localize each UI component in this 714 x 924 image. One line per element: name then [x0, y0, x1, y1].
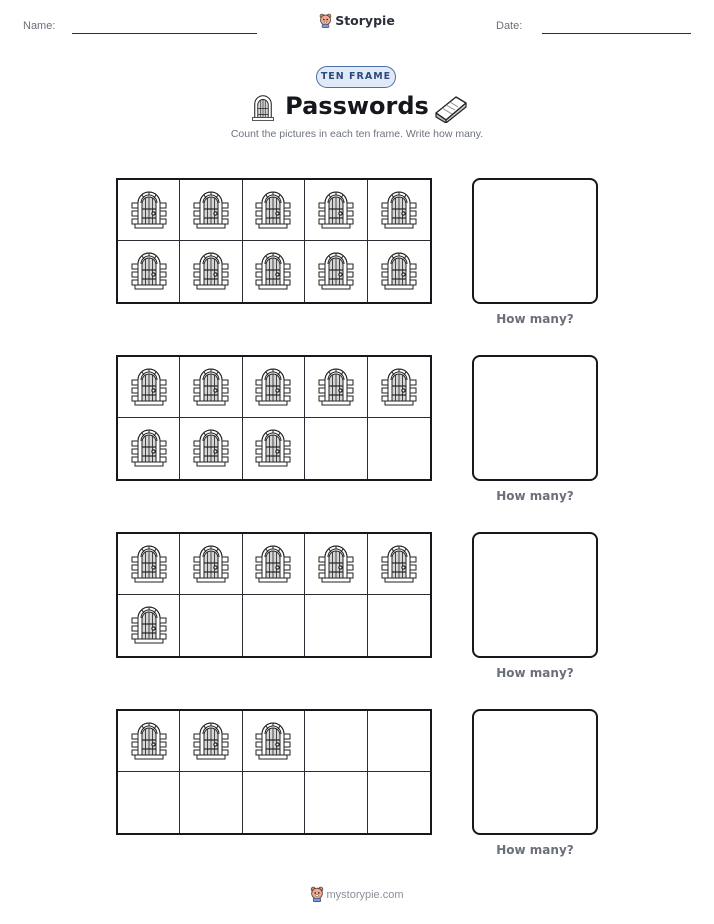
- date-label: Date:: [496, 20, 523, 32]
- ten-frame-cell: [305, 241, 367, 302]
- door-icon: [253, 247, 293, 296]
- ten-frame-cell: [180, 711, 242, 772]
- ten-frame-cell: [305, 711, 367, 772]
- answer-box[interactable]: [472, 178, 598, 304]
- ten-frame-cell: [305, 772, 367, 833]
- door-icon: [191, 540, 231, 589]
- door-icon: [129, 601, 169, 650]
- door-icon: [129, 540, 169, 589]
- ten-frame-cell: [180, 534, 242, 595]
- door-icon: [253, 363, 293, 412]
- door-icon: [191, 247, 231, 296]
- door-icon: [191, 717, 231, 766]
- ten-frame: [116, 532, 432, 658]
- name-label: Name:: [23, 20, 56, 32]
- door-icon: [129, 717, 169, 766]
- ten-frame-cell: [305, 595, 367, 656]
- how-many-label: How many?: [496, 666, 574, 680]
- door-icon: [191, 424, 231, 473]
- name-field[interactable]: [72, 33, 257, 34]
- footer: [0, 886, 714, 905]
- door-icon: [129, 363, 169, 412]
- door-icon: [253, 424, 293, 473]
- ten-frame-cell: [243, 595, 305, 656]
- ten-frame-cell: [118, 534, 180, 595]
- how-many-label: How many?: [496, 843, 574, 857]
- ten-frame-cell: [180, 180, 242, 241]
- door-icon: [379, 540, 419, 589]
- ten-frame-cell: [180, 772, 242, 833]
- footer-url: mystorypie.com: [326, 889, 404, 901]
- ten-frame-cell: [368, 534, 430, 595]
- ten-frame-cell: [118, 418, 180, 479]
- door-icon: [316, 363, 356, 412]
- page-title: Passwords: [285, 92, 429, 120]
- ten-frame-cell: [305, 357, 367, 418]
- door-icon: [253, 540, 293, 589]
- ten-frame-cell: [180, 418, 242, 479]
- door-icon: [379, 186, 419, 235]
- ten-frame: [116, 709, 432, 835]
- ten-frame-cell: [368, 357, 430, 418]
- ten-frame-cell: [118, 595, 180, 656]
- ten-frame-cell: [243, 241, 305, 302]
- ten-frame-cell: [118, 357, 180, 418]
- ten-frame-cell: [180, 357, 242, 418]
- ten-frame-cell: [118, 711, 180, 772]
- ten-frame-cell: [368, 241, 430, 302]
- ten-frame-cell: [368, 180, 430, 241]
- ten-frame-cell: [305, 180, 367, 241]
- ten-frame: [116, 178, 432, 304]
- answer-box[interactable]: [472, 532, 598, 658]
- ten-frame-cell: [368, 772, 430, 833]
- door-icon: [316, 247, 356, 296]
- ten-frame: [116, 355, 432, 481]
- ten-frame-cell: [243, 534, 305, 595]
- storypie-logo-icon: [319, 13, 332, 31]
- ten-frame-cell: [118, 772, 180, 833]
- door-icon: [129, 247, 169, 296]
- door-icon: [253, 717, 293, 766]
- answer-box[interactable]: [472, 355, 598, 481]
- how-many-label: How many?: [496, 312, 574, 326]
- ten-frame-cell: [368, 418, 430, 479]
- ten-frame-cell: [368, 711, 430, 772]
- door-icon: [129, 424, 169, 473]
- answer-box[interactable]: [472, 709, 598, 835]
- instructions: Count the pictures in each ten frame. Write how many.: [230, 128, 484, 140]
- ten-frame-badge: TEN FRAME: [316, 66, 396, 88]
- ten-frame-cell: [305, 534, 367, 595]
- how-many-label: How many?: [496, 489, 574, 503]
- ten-frame-cell: [243, 180, 305, 241]
- door-icon: [253, 186, 293, 235]
- door-icon: [379, 247, 419, 296]
- storypie-logo-icon: [310, 886, 324, 905]
- door-icon: [129, 186, 169, 235]
- door-icon: [191, 363, 231, 412]
- ten-frame-cell: [118, 241, 180, 302]
- ten-frame-cell: [243, 711, 305, 772]
- ten-frame-cell: [243, 772, 305, 833]
- ten-frame-cell: [243, 418, 305, 479]
- door-icon: [191, 186, 231, 235]
- door-icon: [316, 540, 356, 589]
- brand-name: Storypie: [335, 13, 395, 28]
- ten-frame-cell: [305, 418, 367, 479]
- date-field[interactable]: [542, 33, 691, 34]
- ten-frame-cell: [243, 357, 305, 418]
- door-icon: [316, 186, 356, 235]
- ten-frame-cell: [180, 595, 242, 656]
- ten-frame-cell: [180, 241, 242, 302]
- ten-frame-cell: [118, 180, 180, 241]
- ten-frame-cell: [368, 595, 430, 656]
- brand: [0, 13, 714, 31]
- door-icon: [379, 363, 419, 412]
- eraser-icon: [433, 93, 469, 128]
